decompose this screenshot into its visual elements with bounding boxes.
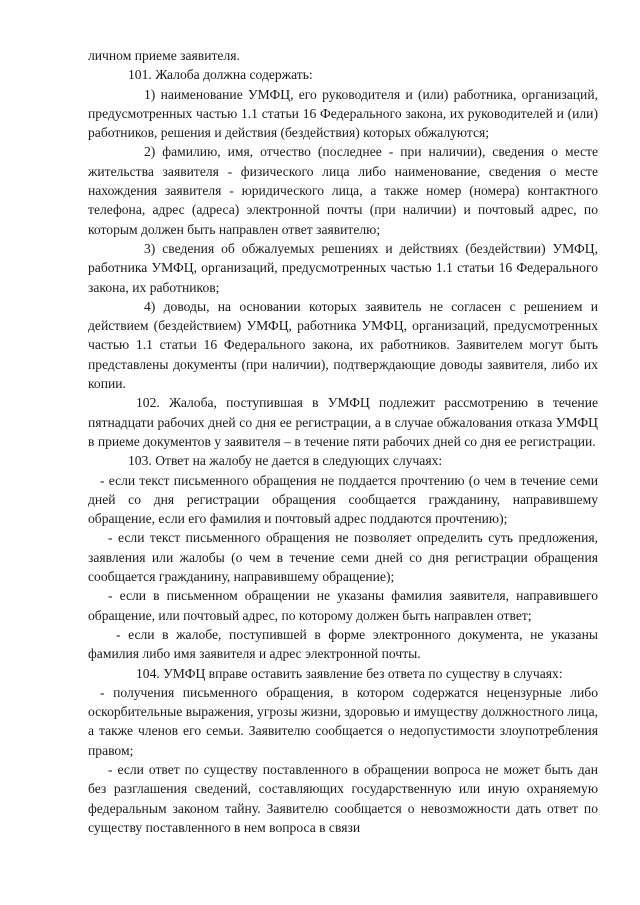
paragraph-continuation: личном приеме заявителя. bbox=[88, 48, 240, 63]
clause-103-case-3: - если в письменном обращении не указаны фамилия заявителя, направившего обращение, или почтовый адрес, по которому должен быть направлен ответ; bbox=[88, 588, 598, 623]
clause-101-heading: 101. Жалоба должна содержать: bbox=[128, 67, 313, 83]
clause-101-item-1: 1) наименование УМФЦ, его руководителя и (или) работника, организаций, предусмотренных частью 1.1 статьи 16 Федерального закона, их руководителей и (или) работников, решения и действия (бездействия) которых обжалуются; bbox=[88, 86, 598, 141]
clause-101-item-3: 3) сведения об обжалуемых решениях и действиях (бездействии) УМФЦ, работника УМФЦ, организаций, предусмотренных частью 1.1 статьи 16 Федерального закона, их работников; bbox=[88, 240, 598, 295]
clause-101-item-2: 2) фамилию, имя, отчество (последнее - при наличии), сведения о месте жительства заявителя - физического лица либо наименование, сведения о месте нахождения заявителя - юридического лица, а также номер (номера) контактного телефона, адрес (адреса) электронной почты (при наличии) и почтовый адрес, по которым должен быть направлен ответ заявителю; bbox=[88, 144, 598, 237]
clause-102: 102. Жалоба, поступившая в УМФЦ подлежит рассмотрению в течение пятнадцати рабочих дней со дня ее регистрации, а в случае обжалования отказа УМФЦ в приеме документов у заявителя – в течение пяти рабочих дней со дня ее регистрации. bbox=[88, 395, 598, 449]
clause-103-case-2: - если текст письменного обращения не позволяет определить суть предложения, заявления или жалобы (о чем в течение семи дней со дня регистрации обращения сообщается гражданину, направившему обращение); bbox=[88, 530, 598, 585]
clause-104-case-2: - если ответ по существу поставленного в обращении вопроса не может быть дан без разглашения сведений, составляющих государственную или иную охраняемую федеральным законом тайну. Заявителю сообщается о невозможности дать ответ по существу поставленного в нем вопроса в связи bbox=[88, 761, 598, 835]
clause-104-case-1: - получения письменного обращения, в котором содержатся нецензурные либо оскорбительные выражения, угрозы жизни, здоровью и имуществу должностного лица, а также членов его семьи. Заявителю сообщается о недопустимости злоупотребления правом; bbox=[88, 684, 598, 758]
clause-101-item-4: 4) доводы, на основании которых заявитель не согласен с решением и действием (бездействием) УМФЦ, работника УМФЦ, организаций, предусмотренных частью 1.1 статьи 16 Федерального закона, их работников. Заявителем могут быть представлены документы (при наличии), подтверждающие доводы заявителя, либо их копии. bbox=[88, 298, 598, 392]
clause-103-heading: 103. Ответ на жалобу не дается в следующих случаях: bbox=[128, 453, 443, 469]
clause-103-case-4: - если в жалобе, поступившей в форме электронного документа, не указаны фамилия либо имя заявителя и адрес электронной почты. bbox=[88, 626, 598, 662]
clause-103-case-1: - если текст письменного обращения не поддается прочтению (о чем в течение семи дней со дня регистрации обращения сообщается гражданину, направившему обращение, если его фамилия и почтовый адрес поддаются прочтению); bbox=[88, 472, 598, 527]
document-page bbox=[88, 46, 598, 837]
clause-104-heading: 104. УМФЦ вправе оставить заявление без ответа по существу в случаях: bbox=[136, 665, 563, 681]
